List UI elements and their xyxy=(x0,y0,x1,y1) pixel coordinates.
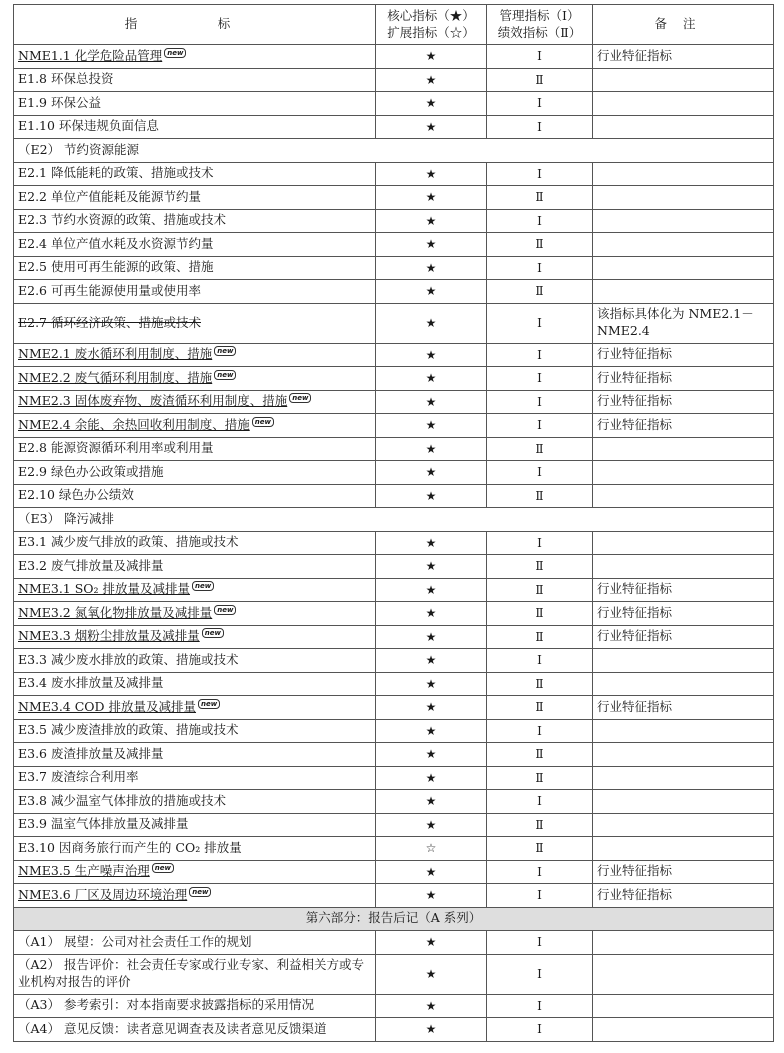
indicator-type-cell: Ⅰ xyxy=(487,209,593,233)
indicator-type-cell: Ⅰ xyxy=(487,860,593,884)
remark-cell: 行业特征指标 xyxy=(593,884,774,908)
table-row xyxy=(14,790,774,814)
indicator-name: E1.8 环保总投资 xyxy=(18,71,114,87)
indicator-type-cell: Ⅰ xyxy=(487,343,593,367)
remark-cell xyxy=(593,649,774,673)
remark-cell xyxy=(593,484,774,508)
indicator-type-cell: Ⅱ xyxy=(487,696,593,720)
new-badge-icon: new xyxy=(164,48,186,58)
section-heading-row xyxy=(14,907,774,931)
header-remark: 备注 xyxy=(593,5,774,45)
remark-cell: 行业特征指标 xyxy=(593,367,774,391)
remark-cell xyxy=(593,437,774,461)
core-indicator-star-icon: ★ xyxy=(376,390,487,414)
remark-cell xyxy=(593,954,774,994)
table-row xyxy=(14,954,774,994)
core-indicator-star-icon: ★ xyxy=(376,367,487,391)
remark-cell: 行业特征指标 xyxy=(593,390,774,414)
indicator-name: E3.7 废渣综合利用率 xyxy=(18,769,139,785)
indicator-type-cell: Ⅰ xyxy=(487,954,593,994)
indicator-name: E2.5 使用可再生能源的政策、措施 xyxy=(18,259,214,275)
core-indicator-star-icon: ★ xyxy=(376,233,487,257)
header-indicator: 指 标 xyxy=(14,5,376,45)
core-indicator-star-icon: ★ xyxy=(376,437,487,461)
table-row xyxy=(14,555,774,579)
core-indicator-star-icon: ★ xyxy=(376,1018,487,1042)
table-row xyxy=(14,162,774,186)
remark-cell xyxy=(593,837,774,861)
indicator-name: NME3.2 氮氧化物排放量及减排量 xyxy=(18,604,213,620)
indicator-name-cell xyxy=(14,115,376,139)
indicator-name: E3.1 减少废气排放的政策、措施或技术 xyxy=(18,534,239,550)
remark-cell xyxy=(593,68,774,92)
indicator-name-cell xyxy=(14,766,376,790)
core-indicator-star-icon: ★ xyxy=(376,531,487,555)
indicator-name: E3.2 废气排放量及减排量 xyxy=(18,557,164,573)
table-row xyxy=(14,625,774,649)
table-row xyxy=(14,719,774,743)
indicator-name-cell xyxy=(14,531,376,555)
indicator-type-cell: Ⅰ xyxy=(487,367,593,391)
new-badge-icon: new xyxy=(192,581,214,591)
header-performance-line: 绩效指标（Ⅱ） xyxy=(497,24,582,40)
core-indicator-star-icon: ★ xyxy=(376,343,487,367)
indicator-name: NME3.5 生产噪声治理 xyxy=(18,863,150,879)
table-row xyxy=(14,390,774,414)
indicator-name-cell xyxy=(14,696,376,720)
core-indicator-star-icon: ★ xyxy=(376,209,487,233)
indicator-name: NME2.1 废水循环利用制度、措施 xyxy=(18,346,213,362)
indicator-type-cell: Ⅰ xyxy=(487,303,593,343)
indicator-type-cell: Ⅱ xyxy=(487,743,593,767)
indicator-name-cell xyxy=(14,743,376,767)
remark-cell xyxy=(593,766,774,790)
indicator-type-cell: Ⅱ xyxy=(487,578,593,602)
indicator-type-cell: Ⅰ xyxy=(487,531,593,555)
indicator-name: E3.9 温室气体排放量及减排量 xyxy=(18,816,189,832)
table-row xyxy=(14,1018,774,1042)
table-row xyxy=(14,649,774,673)
group-title: （E3） 降污减排 xyxy=(14,508,774,532)
indicator-name: E2.8 能源资源循环利用率或利用量 xyxy=(18,440,214,456)
table-row xyxy=(14,437,774,461)
indicator-name: E3.5 减少废渣排放的政策、措施或技术 xyxy=(18,722,239,738)
table-row xyxy=(14,813,774,837)
table-row xyxy=(14,209,774,233)
indicator-type-cell: Ⅰ xyxy=(487,390,593,414)
indicator-name: E3.3 减少废水排放的政策、措施或技术 xyxy=(18,651,239,667)
core-indicator-star-icon: ★ xyxy=(376,931,487,955)
indicator-name-cell xyxy=(14,414,376,438)
indicator-name: NME2.3 固体废弃物、废渣循环利用制度、措施 xyxy=(18,393,288,409)
indicator-name-cell xyxy=(14,45,376,69)
remark-cell xyxy=(593,813,774,837)
remark-cell: 行业特征指标 xyxy=(593,625,774,649)
indicator-name-cell xyxy=(14,343,376,367)
new-badge-icon: new xyxy=(189,887,211,897)
indicator-name-cell xyxy=(14,555,376,579)
new-badge-icon: new xyxy=(152,863,174,873)
indicator-name: E1.9 环保公益 xyxy=(18,94,101,110)
indicator-rows xyxy=(14,45,774,1042)
indicator-name: NME3.1 SO₂ 排放量及减排量 xyxy=(18,581,191,597)
core-indicator-star-icon: ★ xyxy=(376,92,487,116)
table-row xyxy=(14,484,774,508)
table-row xyxy=(14,68,774,92)
indicator-name-cell xyxy=(14,209,376,233)
indicator-name-cell xyxy=(14,1018,376,1042)
indicator-type-cell: Ⅰ xyxy=(487,45,593,69)
indicator-name: （A1） 展望：公司对社会责任工作的规划 xyxy=(18,933,252,949)
indicator-type-cell: Ⅱ xyxy=(487,766,593,790)
group-title: （E2） 节约资源能源 xyxy=(14,139,774,163)
indicator-name-cell xyxy=(14,884,376,908)
group-heading-row xyxy=(14,508,774,532)
remark-cell xyxy=(593,1018,774,1042)
core-indicator-star-icon: ★ xyxy=(376,280,487,304)
core-indicator-star-icon: ★ xyxy=(376,602,487,626)
table-row xyxy=(14,115,774,139)
remark-cell xyxy=(593,256,774,280)
table-row xyxy=(14,578,774,602)
new-badge-icon: new xyxy=(198,699,220,709)
indicator-type-cell: Ⅱ xyxy=(487,813,593,837)
table-row xyxy=(14,696,774,720)
table-row xyxy=(14,672,774,696)
core-indicator-star-icon: ★ xyxy=(376,672,487,696)
table-row xyxy=(14,531,774,555)
indicator-name: E3.6 废渣排放量及减排量 xyxy=(18,745,164,761)
table-row xyxy=(14,256,774,280)
indicator-name-cell xyxy=(14,602,376,626)
remark-cell: 行业特征指标 xyxy=(593,860,774,884)
indicator-type-cell: Ⅰ xyxy=(487,884,593,908)
indicator-name-cell xyxy=(14,954,376,994)
core-indicator-star-icon: ★ xyxy=(376,303,487,343)
header-management-line: 管理指标（Ⅰ） xyxy=(499,7,580,23)
indicator-name: （A4） 意见反馈：读者意见调查表及读者意见反馈渠道 xyxy=(18,1020,327,1036)
indicator-name-cell xyxy=(14,303,376,343)
indicator-name-cell xyxy=(14,578,376,602)
indicator-name: （A2） 报告评价：社会责任专家或行业专家、利益相关方或专业机构对报告的评价 xyxy=(18,957,364,989)
indicator-type-cell: Ⅱ xyxy=(487,68,593,92)
remark-cell: 行业特征指标 xyxy=(593,696,774,720)
remark-cell xyxy=(593,280,774,304)
indicator-name: NME1.1 化学危险品管理 xyxy=(18,47,163,63)
remark-cell xyxy=(593,790,774,814)
remark-cell xyxy=(593,162,774,186)
new-badge-icon: new xyxy=(202,628,224,638)
indicator-name-cell xyxy=(14,390,376,414)
indicator-name: E3.10 因商务旅行而产生的 CO₂ 排放量 xyxy=(18,839,242,855)
indicator-type-cell: Ⅰ xyxy=(487,414,593,438)
table-row xyxy=(14,186,774,210)
indicator-type-cell: Ⅰ xyxy=(487,162,593,186)
core-indicator-star-icon: ★ xyxy=(376,414,487,438)
table-row xyxy=(14,602,774,626)
indicator-name-cell xyxy=(14,68,376,92)
indicator-name-cell xyxy=(14,625,376,649)
indicator-type-cell: Ⅱ xyxy=(487,555,593,579)
indicator-name-cell xyxy=(14,484,376,508)
header-extended-line: 扩展指标（☆） xyxy=(387,24,475,40)
table-row xyxy=(14,766,774,790)
core-indicator-star-icon: ★ xyxy=(376,860,487,884)
indicator-type-cell: Ⅰ xyxy=(487,790,593,814)
core-indicator-star-icon: ★ xyxy=(376,719,487,743)
table-row xyxy=(14,233,774,257)
indicator-type-cell: Ⅰ xyxy=(487,256,593,280)
table-row xyxy=(14,837,774,861)
indicator-name: NME2.2 废气循环利用制度、措施 xyxy=(18,369,213,385)
indicator-name-cell xyxy=(14,233,376,257)
indicator-name-cell xyxy=(14,256,376,280)
new-badge-icon: new xyxy=(252,417,274,427)
indicator-name-cell xyxy=(14,280,376,304)
core-indicator-star-icon: ★ xyxy=(376,578,487,602)
remark-cell xyxy=(593,115,774,139)
indicator-table xyxy=(13,4,774,1042)
indicator-type-cell: Ⅱ xyxy=(487,437,593,461)
table-row xyxy=(14,994,774,1018)
remark-cell: 行业特征指标 xyxy=(593,45,774,69)
remark-cell xyxy=(593,209,774,233)
core-indicator-star-icon: ★ xyxy=(376,790,487,814)
core-indicator-star-icon: ★ xyxy=(376,994,487,1018)
header-core-extended xyxy=(376,5,487,45)
remark-cell xyxy=(593,743,774,767)
group-heading-row xyxy=(14,139,774,163)
indicator-name: E2.1 降低能耗的政策、措施或技术 xyxy=(18,165,214,181)
new-badge-icon: new xyxy=(214,370,236,380)
header-core-line: 核心指标（★） xyxy=(387,7,475,23)
indicator-name: E2.2 单位产值能耗及能源节约量 xyxy=(18,188,201,204)
remark-cell: 行业特征指标 xyxy=(593,343,774,367)
table-row xyxy=(14,280,774,304)
indicator-name-cell xyxy=(14,672,376,696)
new-badge-icon: new xyxy=(289,393,311,403)
core-indicator-star-icon: ★ xyxy=(376,696,487,720)
indicator-name: E2.10 绿色办公绩效 xyxy=(18,487,134,503)
indicator-name: NME3.6 厂区及周边环境治理 xyxy=(18,886,188,902)
indicator-name-cell xyxy=(14,719,376,743)
core-indicator-star-icon: ★ xyxy=(376,625,487,649)
remark-cell xyxy=(593,186,774,210)
remark-cell xyxy=(593,672,774,696)
indicator-name-cell xyxy=(14,367,376,391)
indicator-name-cell xyxy=(14,186,376,210)
remark-cell xyxy=(593,531,774,555)
indicator-name: NME3.3 烟粉尘排放量及减排量 xyxy=(18,628,200,644)
indicator-type-cell: Ⅱ xyxy=(487,280,593,304)
indicator-type-cell: Ⅱ xyxy=(487,186,593,210)
remark-cell: 行业特征指标 xyxy=(593,414,774,438)
table-row xyxy=(14,303,774,343)
indicator-name-cell xyxy=(14,437,376,461)
indicator-name-cell xyxy=(14,860,376,884)
table-row xyxy=(14,414,774,438)
table-row xyxy=(14,461,774,485)
indicator-name-cell xyxy=(14,813,376,837)
indicator-name: E2.7 循环经济政策、措施或技术 xyxy=(18,314,201,330)
indicator-type-cell: Ⅰ xyxy=(487,1018,593,1042)
indicator-type-cell: Ⅰ xyxy=(487,461,593,485)
indicator-name-cell xyxy=(14,92,376,116)
section-title: 第六部分：报告后记（A 系列） xyxy=(14,907,774,931)
indicator-name: E3.4 废水排放量及减排量 xyxy=(18,675,164,691)
indicator-type-cell: Ⅱ xyxy=(487,625,593,649)
remark-cell: 行业特征指标 xyxy=(593,578,774,602)
table-row xyxy=(14,343,774,367)
indicator-type-cell: Ⅱ xyxy=(487,602,593,626)
indicator-name: （A3） 参考索引：对本指南要求披露指标的采用情况 xyxy=(18,997,314,1013)
new-badge-icon: new xyxy=(214,605,236,615)
indicator-name: E3.8 减少温室气体排放的措施或技术 xyxy=(18,792,226,808)
core-indicator-star-icon: ★ xyxy=(376,162,487,186)
indicator-type-cell: Ⅰ xyxy=(487,719,593,743)
remark-cell xyxy=(593,92,774,116)
table-header-row xyxy=(14,5,774,45)
new-badge-icon: new xyxy=(214,346,236,356)
core-indicator-star-icon: ★ xyxy=(376,813,487,837)
remark-cell: 行业特征指标 xyxy=(593,602,774,626)
indicator-type-cell: Ⅱ xyxy=(487,837,593,861)
indicator-type-cell: Ⅱ xyxy=(487,672,593,696)
indicator-name: NME2.4 余能、余热回收利用制度、措施 xyxy=(18,416,250,432)
table-row xyxy=(14,860,774,884)
remark-cell: 该指标具体化为 NME2.1－NME2.4 xyxy=(593,303,774,343)
indicator-type-cell: Ⅰ xyxy=(487,931,593,955)
indicator-name-cell xyxy=(14,461,376,485)
table-row xyxy=(14,931,774,955)
remark-cell xyxy=(593,461,774,485)
table-row xyxy=(14,743,774,767)
indicator-name-cell xyxy=(14,837,376,861)
core-indicator-star-icon: ★ xyxy=(376,649,487,673)
extended-indicator-star-icon: ☆ xyxy=(376,837,487,861)
indicator-name-cell xyxy=(14,994,376,1018)
indicator-name: E2.6 可再生能源使用量或使用率 xyxy=(18,282,201,298)
core-indicator-star-icon: ★ xyxy=(376,484,487,508)
core-indicator-star-icon: ★ xyxy=(376,256,487,280)
indicator-name: E2.3 节约水资源的政策、措施或技术 xyxy=(18,212,226,228)
remark-cell xyxy=(593,994,774,1018)
core-indicator-star-icon: ★ xyxy=(376,555,487,579)
indicator-name: E2.9 绿色办公政策或措施 xyxy=(18,463,164,479)
table-row xyxy=(14,45,774,69)
remark-cell xyxy=(593,931,774,955)
core-indicator-star-icon: ★ xyxy=(376,45,487,69)
indicator-name-cell xyxy=(14,162,376,186)
core-indicator-star-icon: ★ xyxy=(376,115,487,139)
indicator-document xyxy=(13,4,773,1042)
indicator-name-cell xyxy=(14,790,376,814)
core-indicator-star-icon: ★ xyxy=(376,954,487,994)
core-indicator-star-icon: ★ xyxy=(376,766,487,790)
core-indicator-star-icon: ★ xyxy=(376,186,487,210)
remark-cell xyxy=(593,555,774,579)
indicator-type-cell: Ⅱ xyxy=(487,233,593,257)
header-management-performance xyxy=(487,5,593,45)
core-indicator-star-icon: ★ xyxy=(376,884,487,908)
core-indicator-star-icon: ★ xyxy=(376,461,487,485)
indicator-name: NME3.4 COD 排放量及减排量 xyxy=(18,698,197,714)
indicator-name: E1.10 环保违规负面信息 xyxy=(18,118,159,134)
core-indicator-star-icon: ★ xyxy=(376,68,487,92)
table-row xyxy=(14,92,774,116)
remark-cell xyxy=(593,233,774,257)
indicator-type-cell: Ⅰ xyxy=(487,92,593,116)
indicator-type-cell: Ⅱ xyxy=(487,484,593,508)
indicator-name-cell xyxy=(14,649,376,673)
indicator-type-cell: Ⅰ xyxy=(487,994,593,1018)
remark-cell xyxy=(593,719,774,743)
table-row xyxy=(14,367,774,391)
core-indicator-star-icon: ★ xyxy=(376,743,487,767)
indicator-name: E2.4 单位产值水耗及水资源节约量 xyxy=(18,235,214,251)
indicator-type-cell: Ⅰ xyxy=(487,649,593,673)
indicator-type-cell: Ⅰ xyxy=(487,115,593,139)
indicator-name-cell xyxy=(14,931,376,955)
table-row xyxy=(14,884,774,908)
